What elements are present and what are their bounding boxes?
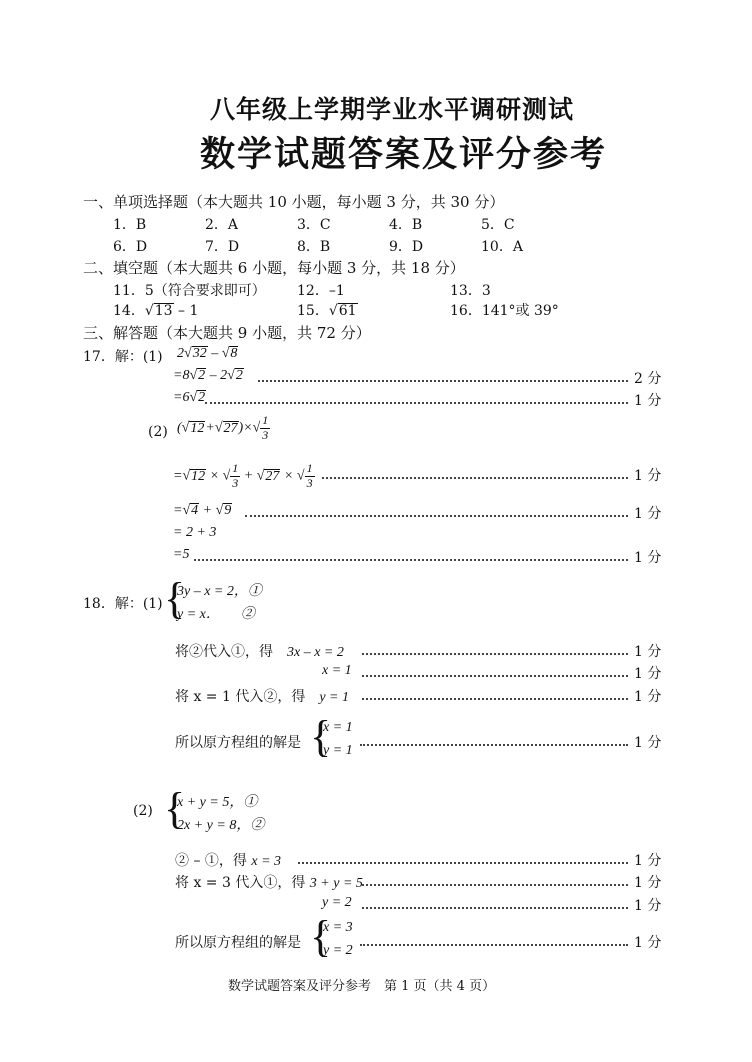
radicand: 2 [198,368,206,383]
operator: – [207,346,222,361]
answer-6: 6．D [113,239,148,255]
answer-3: 3．C [297,217,331,233]
radical-sign: √ [182,468,191,484]
leader-dots [322,477,628,479]
step-text: ② – ①，得 [175,853,247,869]
coefficient: 2 [177,346,184,361]
answer-11: 11．5（符合要求即可） [113,283,266,299]
q18-p2-solution-label: 所以原方程组的解是 [175,935,301,951]
leader-dots [360,744,628,746]
fraction-denominator: 3 [306,475,313,490]
q18-p2-eq1: x + y = 5，① [177,795,258,810]
score-points: 1 分 [634,644,662,660]
q17-p2-step3: = 2 + 3 [173,525,217,540]
answer-16: 16．141°或 39° [450,303,559,319]
section3-heading: 三、解答题（本大题共 9 小题，共 72 分） [83,324,371,342]
radical-sign: √ [214,420,223,436]
leader-dots [362,653,628,655]
equals: = [173,468,183,484]
answer-7: 7．D [205,239,240,255]
radical-sign: √ [144,303,154,319]
answer-4: 4．B [389,217,423,233]
times: × [280,468,297,484]
q18-p1-eq1: 3y – x = 2，① [177,584,262,599]
radical-sign: √ [227,368,235,383]
radicand: 32 [192,346,207,361]
step-math: x = 3 [251,854,282,869]
answer-8: 8．B [297,239,331,255]
score-points: 1 分 [634,550,662,566]
fraction-numerator: 1 [306,461,313,475]
fraction-numerator: 1 [232,461,239,475]
q18-p1-step1 [175,641,344,661]
answer-14 [113,300,198,320]
answer-15-number: 15． [297,303,329,319]
page-footer: 数学试题答案及评分参考 第 1 页（共 4 页） [228,979,496,994]
q17-p1-step1 [173,368,244,384]
radicand: 8 [230,346,238,361]
equals: =8 [173,368,190,383]
leader-dots [362,884,628,886]
q17-p1-step2 [173,390,206,406]
radical-sign: √ [189,390,198,405]
answer-15 [297,300,358,320]
q18-p2-sol-y: y = 2 [323,943,353,958]
step-math: y = 1 [319,690,350,705]
equals: = [173,503,183,518]
plus: + [199,503,216,518]
leader-dots [258,380,628,382]
q17-p1-expression [177,346,238,362]
exam-subtitle: 八年级上学期学业水平调研测试 [210,95,575,124]
radicand: 13 [154,303,173,319]
q17-p2-label: (2) [148,424,168,440]
leader-dots [194,559,628,561]
answer-1: 1．B [113,217,147,233]
system-brace: { [164,784,186,833]
q18-p1-sol-y: y = 1 [323,743,353,758]
plus: + [205,420,215,436]
radicand: 4 [191,503,199,518]
score-points: 1 分 [634,666,662,682]
radical-sign: √ [252,420,261,436]
q17-p2-step4: =5 [173,547,190,562]
q17-label: 17．解：(1) [83,349,163,365]
score-points: 1 分 [634,468,662,484]
radical-sign: √ [184,346,192,361]
q18-p1-solution-label: 所以原方程组的解是 [175,735,301,751]
leader-dots [360,944,628,946]
q18-p2-sol-x: x = 3 [323,920,353,935]
score-points: 1 分 [634,689,662,705]
radical-sign: √ [222,468,231,484]
system-brace: { [310,712,332,761]
plus: + [240,468,257,484]
q18-p2-label: (2) [133,803,153,819]
section1-heading: 一、单项选择题（本大题共 10 小题，每小题 3 分，共 30 分） [83,193,505,211]
radical-sign: √ [221,346,230,361]
radical-sign: √ [189,368,198,383]
score-points: 1 分 [634,935,662,951]
leader-dots [245,515,628,517]
fraction [305,462,315,491]
radicand: 9 [224,503,232,518]
answer-9: 9．D [389,239,424,255]
answer-12: 12．–1 [297,283,345,299]
radical-sign: √ [182,503,191,518]
leader-dots [362,907,628,909]
q18-p1-eq2: y = x． ② [177,607,255,622]
radicand: 61 [338,303,357,319]
fraction [260,414,270,443]
score-points: 1 分 [634,393,662,409]
q17-p2-step1 [173,462,315,491]
radical-sign: √ [256,468,265,484]
score-points: 1 分 [634,853,662,869]
answer-14-number: 14． [113,303,145,319]
q18-p1-step3 [175,686,349,706]
step-text: 将 x = 1 代入②，得 [175,689,306,705]
q18-p2-step2 [175,872,363,892]
step-text: 将 x = 3 代入①，得 [175,875,306,891]
q18-label: 18．解：(1) [83,596,163,612]
answer-2: 2．A [205,217,239,233]
system-brace: { [310,912,332,961]
step-math: 3 + y = 5 [309,876,363,891]
system-brace: { [164,574,186,623]
leader-dots [362,698,628,700]
leader-dots [298,862,628,864]
leader-dots [205,402,628,404]
answer-5: 5．C [481,217,515,233]
times: × [206,468,223,484]
q17-p2-expression [177,414,270,443]
fraction [230,462,240,491]
score-points: 2 分 [634,371,662,387]
q18-p1-step2: x = 1 [322,663,352,678]
leader-dots [362,675,628,677]
operator: – 2 [206,368,228,383]
score-points: 1 分 [634,898,662,914]
q17-p2-step2 [173,503,232,519]
radical-sign: √ [328,303,338,319]
answer-10: 10．A [481,239,523,255]
section2-heading: 二、填空题（本大题共 6 小题，每小题 3 分，共 18 分） [83,259,465,277]
score-points: 1 分 [634,735,662,751]
step-text: 将②代入①，得 [175,644,273,660]
score-points: 1 分 [634,875,662,891]
fraction-numerator: 1 [262,413,269,427]
radicand: 2 [235,368,243,383]
radical-sign: √ [215,503,224,518]
q18-p2-eq2: 2x + y = 8，② [177,818,265,833]
radical-sign: √ [296,468,305,484]
page-title: 数学试题答案及评分参考 [200,134,608,175]
radicand: 12 [190,420,205,436]
paren-open: ( [177,420,182,436]
fraction-denominator: 3 [232,475,239,490]
equals: =6 [173,390,190,405]
radical-sign: √ [181,420,190,436]
score-points: 1 分 [634,506,662,522]
q18-p1-sol-x: x = 1 [323,720,353,735]
paren-close-times: )× [238,420,253,436]
q18-p2-step3: y = 2 [322,895,352,910]
q18-p2-step1 [175,850,281,870]
answer-14-tail: – 1 [173,303,199,319]
radicand: 27 [223,420,238,436]
radicand: 27 [265,468,280,484]
answer-13: 13．3 [450,283,491,299]
fraction-denominator: 3 [262,427,269,442]
radicand: 2 [198,390,206,405]
step-math: 3x – x = 2 [287,645,344,660]
radicand: 12 [191,468,206,484]
